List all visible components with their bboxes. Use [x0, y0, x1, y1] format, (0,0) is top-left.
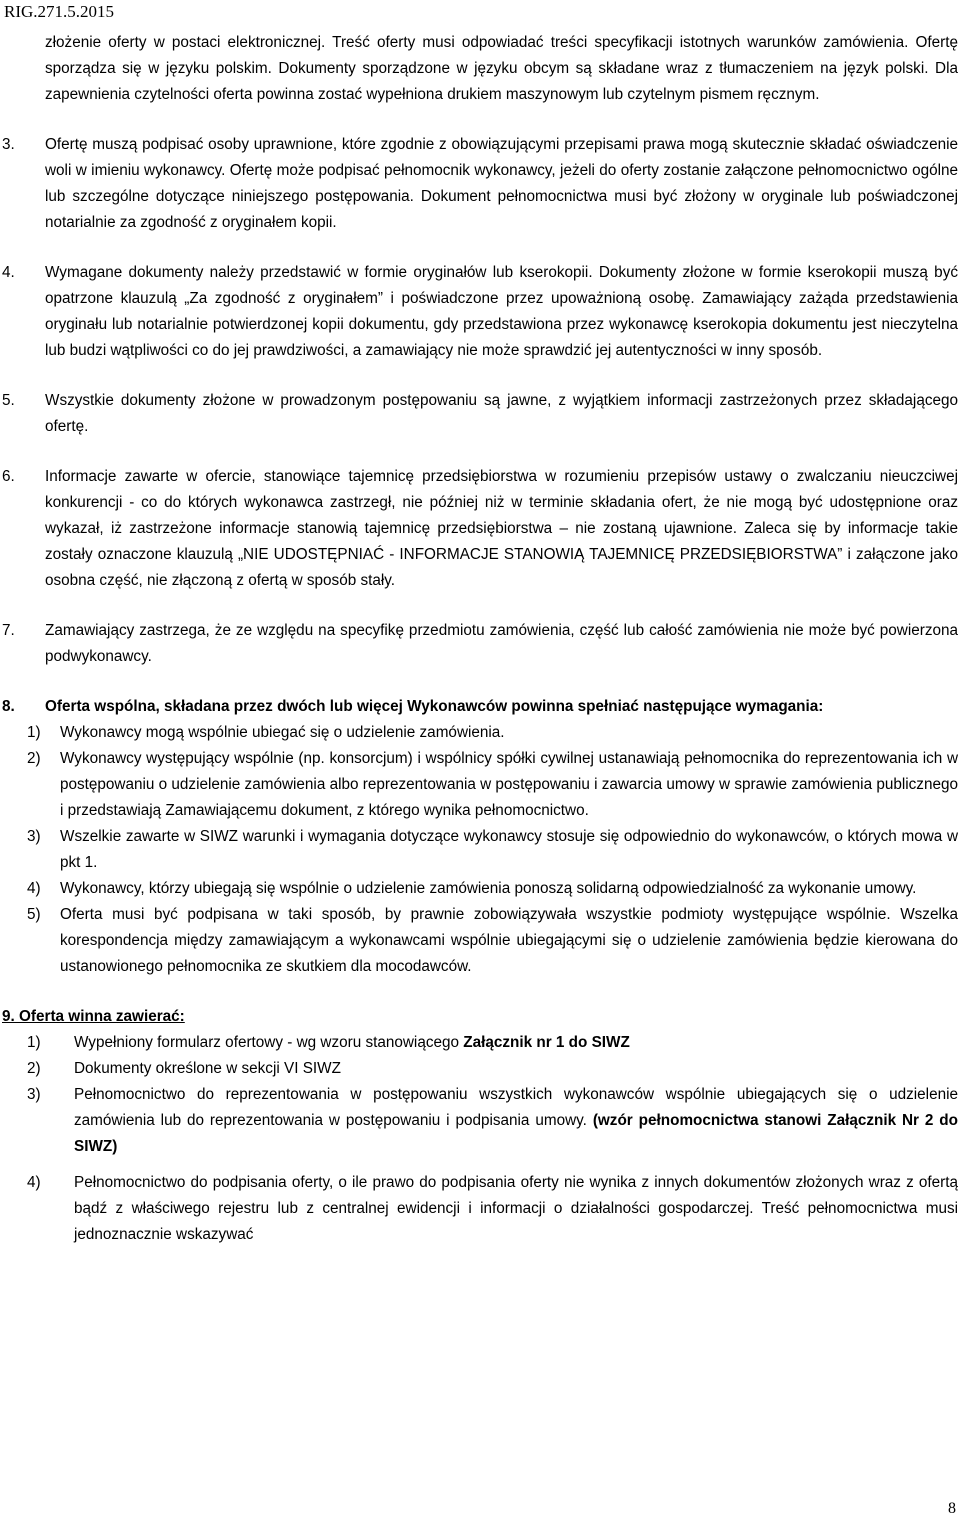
list-item: [0, 464, 958, 594]
item-text: Ofertę muszą podpisać osoby uprawnione, które zgodnie z obowiązującymi przepisami prawa mogą skutecznie składać oświadczenie woli w imieniu wykonawcy. Ofertę może podpisać pełnomocnik wykonawcy, jeżeli do oferty zostanie załączone pełnomocnictwo ogólne lub szczególne dotyczące niniejszego postępowania. Dokument pełnomocnictwa musi być złożony w oryginale lub poświadczonej notarialnie za zgodność z oryginałem kopii.: [45, 136, 958, 231]
sub-item: [0, 1082, 958, 1160]
sub-item: [0, 746, 958, 824]
document-reference: RIG.271.5.2015: [4, 2, 115, 21]
list-item: [0, 388, 958, 440]
joint-offer-section: [0, 694, 958, 720]
item-number: 8.: [2, 698, 15, 715]
item-text: Zamawiający zastrzega, że ze względu na specyfikę przedmiotu zamówienia, część lub całość zamówienia nie może być powierzona podwykonawcy.: [45, 622, 958, 665]
list-item: [0, 132, 958, 236]
sub-item: [0, 1170, 958, 1248]
item-text: Wymagane dokumenty należy przedstawić w formie oryginałów lub kserokopii. Dokumenty złożone w formie kserokopii muszą być opatrzone klauzulą „Za zgodność z oryginałem” i poświadczone przez upoważnioną osobę. Zamawiający zażąda przedstawienia oryginału lub notarialnie potwierdzonej kopii dokumentu, gdy przedstawiona przez wykonawcę kserokopia dokumentu jest nieczytelna lub budzi wątpliwości co do jej prawdziwości, a zamawiający nie może sprawdzić jej autentyczności w inny sposób.: [45, 264, 958, 359]
intro-paragraph: złożenie oferty w postaci elektronicznej. Treść oferty musi odpowiadać treści specyfikacji istotnych warunków zamówienia. Ofertę sporządza się w języku polskim. Dokumenty sporządzone w języku obcym są składane wraz z tłumaczeniem na język polski. Dla zapewnienia czytelności oferta powinna zostać wypełniona drukiem maszynowym lub czytelnym pismem ręcznym.: [45, 34, 958, 103]
sub-item-text: Wykonawcy, którzy ubiegają się wspólnie o udzielenie zamówienia ponoszą solidarną odpowiedzialność za wykonanie umowy.: [60, 880, 917, 897]
item-number: 3.: [2, 136, 15, 153]
sub-item-text: Pełnomocnictwo do podpisania oferty, o ile prawo do podpisania oferty nie wynika z innych dokumentów złożonych wraz z ofertą bądź z właściwego rejestru lub z centralnej ewidencji i informacji o działalności gospodarczej. Treść pełnomocnictwa musi jednoznacznie wskazywać: [74, 1174, 958, 1243]
joint-offer-heading: Oferta wspólna, składana przez dwóch lub więcej Wykonawców powinna spełniać następujące wymagania:: [45, 698, 824, 715]
sub-item: [0, 902, 958, 980]
sub-item: [0, 720, 958, 746]
sub-item: [0, 1030, 958, 1056]
sub-item-text: Wykonawcy mogą wspólnie ubiegać się o udzielenie zamówienia.: [60, 724, 505, 741]
sub-item: [0, 876, 958, 902]
sub-item-text: Dokumenty określone w sekcji VI SIWZ: [74, 1060, 341, 1077]
sub-item-number: 2): [27, 750, 41, 767]
document-body: [0, 30, 958, 1248]
section-title: 9. Oferta winna zawierać:: [2, 1008, 185, 1025]
sub-item-text: Wszelkie zawarte w SIWZ warunki i wymagania dotyczące wykonawcy stosuje się odpowiednio do wykonawców, o których mowa w pkt 1.: [60, 828, 958, 871]
attachment-reference: Załącznik nr 1 do SIWZ: [463, 1034, 630, 1051]
sub-item-text: Oferta musi być podpisana w taki sposób, by prawnie zobowiązywała wszystkie podmioty występujące wspólnie. Wszelka korespondencja między zamawiającym a wykonawcami wspólnie ubiegającymi się o udzielenie zamówienia będzie kierowana do ustanowionego pełnomocnika ze skutkiem dla mocodawców.: [60, 906, 958, 975]
sub-item-number: 4): [27, 1174, 41, 1191]
list-item: [0, 618, 958, 670]
sub-item: [0, 824, 958, 876]
attachment-reference: (wzór pełnomocnictwa stanowi Załącznik Nr 2 do SIWZ): [74, 1112, 958, 1155]
sub-item-text: Pełnomocnictwo do reprezentowania w postępowaniu wszystkich wykonawców wspólnie ubiegających się o udzielenie zamówienia lub do reprezentowania w postępowaniu i podpisania umowy. (wzór pełnomocnictwa stanowi Załącznik Nr 2 do SIWZ): [74, 1086, 958, 1155]
sub-item-number: 4): [27, 880, 41, 897]
item-text: Informacje zawarte w ofercie, stanowiące tajemnicę przedsiębiorstwa w rozumieniu przepisów ustawy o zwalczaniu nieuczciwej konkurencji - co do których wykonawca zastrzegł, nie później niż w terminie składania ofert, że nie mogą być udostępnione oraz wykazał, iż zastrzeżone informacje stanowią tajemnicę przedsiębiorstwa – nie zostaną ujawnione. Zaleca się by informacje takie zostały oznaczone klauzulą „NIE UDOSTĘPNIAĆ - INFORMACJE STANOWIĄ TAJEMNICĘ PRZEDSIĘBIORSTWA” i załączone jako osobna część, nie złączoną z ofertą w sposób stały.: [45, 468, 958, 589]
item-number: 7.: [2, 622, 15, 639]
item-number: 4.: [2, 264, 15, 281]
list-item: [0, 260, 958, 364]
sub-item-number: 2): [27, 1060, 41, 1077]
sub-item-number: 1): [27, 1034, 41, 1051]
offer-contents-section: [0, 1004, 958, 1248]
sub-item-number: 1): [27, 724, 41, 741]
page-number: 8: [948, 1500, 956, 1517]
item-number: 5.: [2, 392, 15, 409]
sub-item-number: 3): [27, 828, 41, 845]
sub-item-text: Wykonawcy występujący wspólnie (np. konsorcjum) i wspólnicy spółki cywilnej ustanawiają pełnomocnika do reprezentowania ich w postępowaniu o udzielenie zamówienia albo reprezentowania w postępowaniu i zawarcia umowy w sprawie zamówienia publicznego i przedstawiają Zamawiającemu dokument, z którego wynika pełnomocnictwo.: [60, 750, 958, 819]
sub-item-number: 3): [27, 1086, 41, 1103]
sub-item-number: 5): [27, 906, 41, 923]
item-text: Wszystkie dokumenty złożone w prowadzonym postępowaniu są jawne, z wyjątkiem informacji zastrzeżonych przez składającego ofertę.: [45, 392, 958, 435]
sub-item: [0, 1056, 958, 1082]
item-number: 6.: [2, 468, 15, 485]
sub-item-text: Wypełniony formularz ofertowy - wg wzoru stanowiącego Załącznik nr 1 do SIWZ: [74, 1034, 630, 1051]
